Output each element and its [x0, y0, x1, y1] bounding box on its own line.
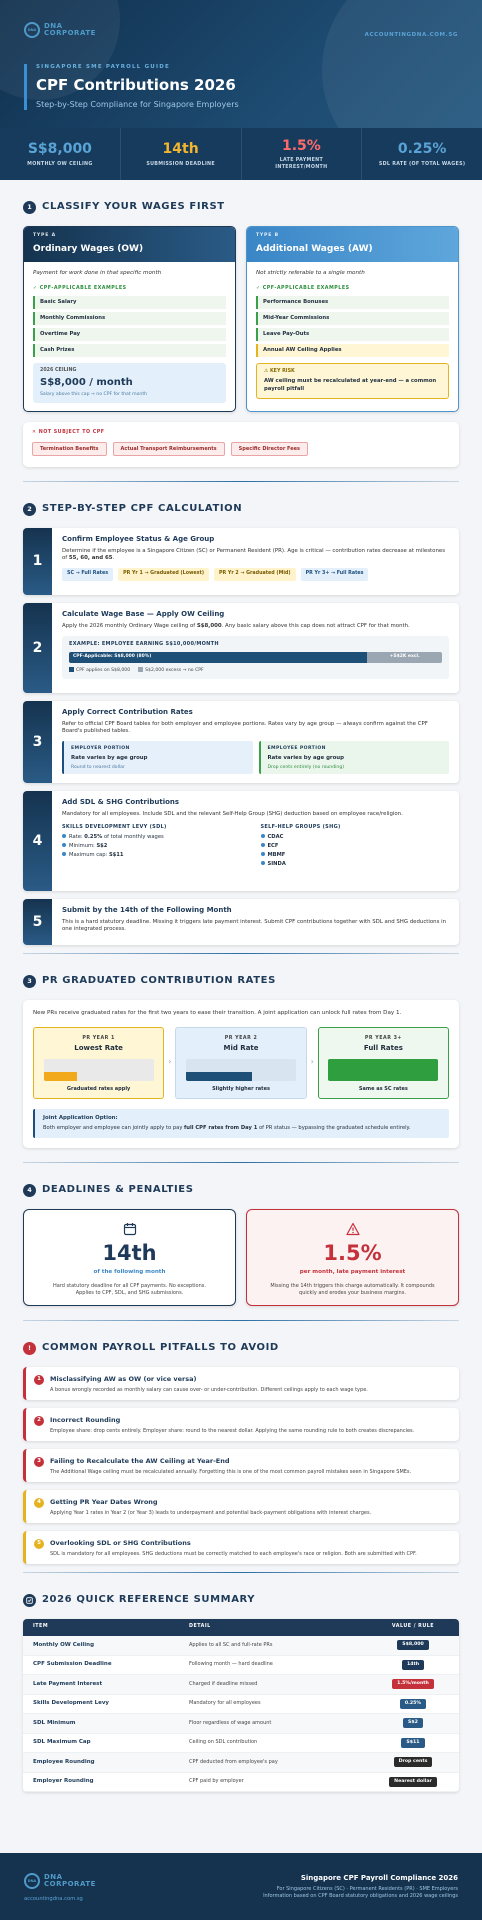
legend-swatch: [138, 667, 143, 672]
legend-label: CPF applies on S$8,000: [76, 667, 131, 673]
step-description: Apply the 2026 monthly Ordinary Wage ceiling of S$8,000. Any basic salary above this cap does not attract CPF for that month.: [62, 622, 410, 629]
deadline-description: Hard statutory deadline for all CPF payments. No exceptions. Applies to CPF, SDL, and SHG submissions.: [53, 1282, 206, 1296]
pitfall-item: [23, 1408, 459, 1441]
value-badge: 14th: [402, 1660, 424, 1670]
table-row: CPF Submission Deadline Following month — hard deadline 14th: [23, 1656, 459, 1676]
status-tag: PR Yr 3+ → Full Rates: [301, 568, 369, 580]
step-number: 2: [23, 603, 52, 693]
logo-line-1: DNA: [44, 21, 63, 30]
not-subject-to-cpf: [23, 422, 459, 467]
examples-label: ✓ CPF-APPLICABLE EXAMPLES: [33, 285, 127, 291]
pr-intro: New PRs receive graduated rates for the first two years to ease their transition. A joint application can unlock full rates from Day 1.: [33, 1010, 402, 1017]
additional-wages-card: [246, 226, 459, 412]
section-heading: [23, 1587, 459, 1613]
pitfall-number: 2: [34, 1416, 44, 1426]
arrow-icon: ›: [168, 1057, 172, 1067]
wage-type-name: Additional Wages (AW): [256, 244, 373, 255]
page-subtitle: Step-by-Step Compliance for Singapore Employers: [36, 99, 239, 109]
hero-text-block: [24, 64, 239, 110]
stat-label: SDL RATE (OF TOTAL WAGES): [378, 161, 466, 167]
pitfall-number: 1: [34, 1375, 44, 1385]
joint-application-note: Joint Application Option: Both employer and employee can jointly apply to pay full CPF rates from Day 1 of PR status — bypassing the graduated schedule entirely.: [33, 1109, 449, 1138]
pitfall-number: 4: [34, 1498, 44, 1508]
pr-rate-note: Slightly higher rates: [212, 1085, 270, 1092]
step-3-card: [23, 701, 459, 783]
pr-year-label: PR YEAR 1: [82, 1035, 115, 1041]
section-heading: [23, 1177, 459, 1203]
section-number: 3: [23, 975, 36, 988]
pitfall-title: Overlooking SDL or SHG Contributions: [50, 1539, 191, 1548]
stat-ow-ceiling: [0, 128, 121, 180]
step-description: Mandatory for all employees. Include SDL and the relevant Self-Help Group (SHG) deduction based on employee race/religion.: [62, 810, 403, 817]
section-heading: [23, 1335, 459, 1361]
stat-label: MONTHLY OW CEILING: [27, 161, 93, 167]
employer-portion: [62, 741, 253, 774]
reference-table: [23, 1619, 459, 1792]
portion-note: Round to nearest dollar: [71, 764, 125, 770]
section-pr-rates: [0, 968, 482, 1148]
rate-level-bar: [186, 1059, 296, 1081]
rate-level-bar: [44, 1059, 154, 1081]
section-divider: [23, 1320, 459, 1321]
pr-year-3: [318, 1027, 449, 1099]
pr-rate-note: Same as SC rates: [358, 1085, 408, 1092]
section-number: 1: [23, 201, 36, 214]
penalty-value: 1.5%: [323, 1241, 382, 1266]
example-label: EXAMPLE: EMPLOYEE EARNING S$10,000/MONTH: [69, 640, 219, 647]
wage-example-item: Monthly Commissions: [33, 312, 226, 325]
exempt-item: Termination Benefits: [32, 442, 107, 457]
section-title: STEP-BY-STEP CPF CALCULATION: [42, 503, 243, 515]
legend-label: S$2,000 excess → no CPF: [145, 667, 204, 673]
rate-level-fill: [186, 1072, 252, 1081]
step-description: Refer to official CPF Board tables for both employer and employee portions. Rates vary by age group — always confirm against the CPF Board's published tables.: [62, 720, 428, 734]
penalty-card: [246, 1209, 459, 1306]
stat-sdl-rate: [362, 128, 482, 180]
section-title: 2026 QUICK REFERENCE SUMMARY: [42, 1594, 256, 1606]
pitfall-title: Misclassifying AW as OW (or vice versa): [50, 1375, 197, 1384]
pr-year-1: [33, 1027, 164, 1099]
pr-rate-label: Lowest Rate: [74, 1044, 123, 1053]
value-badge: 0.25%: [400, 1699, 426, 1709]
wage-example-item: Overtime Pay: [33, 328, 226, 341]
pitfall-item: [23, 1449, 459, 1482]
table-row: Late Payment Interest Charged if deadline missed 1.5%/month: [23, 1675, 459, 1695]
step-number: 4: [23, 791, 52, 891]
pitfall-title: Incorrect Rounding: [50, 1416, 121, 1425]
table-row: Skills Development Levy Mandatory for all employees 0.25%: [23, 1695, 459, 1715]
pitfall-number: 5: [34, 1539, 44, 1549]
column-header: DETAIL: [189, 1624, 211, 1630]
stat-value: 14th: [162, 140, 199, 157]
penalty-description: Missing the 14th triggers this charge automatically. It compounds quickly and erodes your business margins.: [270, 1282, 435, 1296]
deadline-subtitle: of the following month: [93, 1269, 166, 1276]
table-row: SDL Minimum Floor regardless of wage amount S$2: [23, 1714, 459, 1734]
status-tag: PR Yr 1 → Graduated (Lowest): [118, 568, 209, 580]
status-tag: PR Yr 2 → Graduated (Mid): [214, 568, 296, 580]
ow-ceiling-box: [33, 363, 226, 403]
stat-value: 1.5%: [281, 137, 321, 154]
key-risk-text: AW ceiling must be recalculated at year-end — a common payroll pitfall: [264, 378, 437, 392]
step-title: Calculate Wage Base — Apply OW Ceiling: [62, 610, 225, 619]
section-title: CLASSIFY YOUR WAGES FIRST: [42, 201, 225, 213]
stat-late-interest: [242, 128, 363, 180]
step-title: Apply Correct Contribution Rates: [62, 708, 193, 717]
section-deadlines: [0, 1177, 482, 1306]
decorative-circle: [322, 0, 482, 128]
logo-line-2: CORPORATE: [44, 29, 96, 37]
wage-type-label: TYPE A: [33, 233, 56, 238]
section-heading: [23, 968, 459, 994]
footer-logo[interactable]: [24, 1873, 96, 1889]
table-row: Employee Rounding CPF deducted from employee's pay Drop cents: [23, 1753, 459, 1773]
footer-website-link[interactable]: accountingdna.com.sg: [24, 1896, 83, 1902]
portion-label: EMPLOYEE PORTION: [267, 746, 326, 752]
pr-year-label: PR YEAR 2: [224, 1035, 258, 1041]
pitfall-description: A bonus wrongly recorded as monthly salary can cause over- or under-contribution. Different ceilings apply to each wage type.: [50, 1386, 368, 1393]
logo-line-2: CORPORATE: [44, 1880, 96, 1888]
column-header: VALUE / RULE: [391, 1624, 435, 1630]
portion-value: Rate varies by age group: [71, 755, 148, 762]
arrow-icon: ›: [310, 1057, 314, 1067]
pr-year-label: PR YEAR 3+: [364, 1035, 402, 1041]
sdl-item: Rate: 0.25% of total monthly wages: [62, 834, 251, 841]
wage-description: Payment for work done in that specific month: [33, 270, 162, 276]
sdl-details: [62, 824, 251, 868]
deadline-value: 14th: [102, 1241, 157, 1266]
pr-rate-label: Mid Rate: [223, 1044, 259, 1053]
checklist-icon: [23, 1594, 36, 1607]
pr-rates-card: [23, 1000, 459, 1148]
rate-level-fill: [328, 1059, 438, 1081]
pr-year-progression: [33, 1027, 449, 1099]
pr-year-2: [175, 1027, 306, 1099]
step-title: Submit by the 14th of the Following Month: [62, 906, 232, 915]
pitfall-item: [23, 1490, 459, 1523]
wage-base-example: [62, 636, 449, 679]
value-badge: S$2: [403, 1718, 423, 1728]
value-badge: S$8,000: [397, 1640, 428, 1650]
stat-label: SUBMISSION DEADLINE: [146, 161, 215, 167]
calendar-icon: [123, 1222, 137, 1236]
pitfall-item: [23, 1531, 459, 1564]
wage-example-item: Leave Pay-Outs: [256, 328, 449, 341]
wage-split-bar: [69, 652, 442, 663]
pitfall-description: The Additional Wage ceiling must be recalculated annually. Forgetting this is one of the most common payroll mistakes seen in Singapore SMEs.: [50, 1468, 412, 1475]
logo-mark-icon: DNA: [24, 22, 40, 38]
step-description: Determine if the employee is a Singapore Citizen (SC) or Permanent Resident (PR). Age is critical — contribution rates decrease at milestones of 55, 60, and 65.: [62, 547, 445, 561]
step-number: 1: [23, 528, 52, 595]
portion-value: Rate varies by age group: [267, 755, 344, 762]
logo-line-1: DNA: [44, 1872, 63, 1881]
ceiling-label: 2026 CEILING: [40, 368, 77, 374]
pitfall-number: 3: [34, 1457, 44, 1467]
footer-description: For Singapore Citizens (SC) · Permanent Residents (PR) · SME Employers Information based on CPF Board statutory obligations and 2026 wage ceilings: [263, 1886, 458, 1900]
header-website-link[interactable]: ACCOUNTINGDNA.COM.SG: [364, 32, 458, 38]
stat-deadline: [121, 128, 242, 180]
hero-header: [0, 0, 482, 128]
section-heading: [23, 194, 459, 220]
section-divider: [23, 953, 459, 954]
section-title: COMMON PAYROLL PITFALLS TO AVOID: [42, 1342, 279, 1354]
wage-example-item: Cash Prizes: [33, 344, 226, 357]
value-badge: Nearest dollar: [389, 1777, 437, 1787]
key-risk-box: [256, 363, 449, 399]
stat-value: S$8,000: [27, 140, 92, 157]
shg-details: [261, 824, 450, 868]
portion-label: EMPLOYER PORTION: [71, 746, 130, 752]
cpf-applicable-segment: CPF-Applicable: S$8,000 (80%): [69, 652, 367, 663]
ceiling-value: S$8,000 / month: [40, 377, 133, 389]
warning-icon: [346, 1222, 360, 1236]
status-tag: SC → Full Rates: [62, 568, 113, 580]
section-classify-wages: [0, 194, 482, 467]
ordinary-wages-card: [23, 226, 236, 412]
check-icon: [26, 1597, 33, 1604]
value-badge: Drop cents: [394, 1757, 433, 1767]
portion-note: Drop cents entirely (no rounding): [267, 764, 345, 770]
wage-description: Not strictly referable to a single month: [256, 270, 365, 276]
sdl-item: Maximum cap: S$11: [62, 852, 251, 859]
pr-rate-note: Graduated rates apply: [66, 1085, 131, 1092]
section-divider: [23, 1572, 459, 1573]
value-badge: S$11: [401, 1738, 424, 1748]
legend-swatch: [69, 667, 74, 672]
section-number: 4: [23, 1184, 36, 1197]
brand-logo[interactable]: [24, 22, 96, 38]
shg-label: SELF-HELP GROUPS (SHG): [260, 823, 341, 830]
pitfall-description: Employee share: drop cents entirely. Employer share: round to the nearest dollar. Applying the same rounding rule to both creates discrepancies.: [50, 1427, 415, 1434]
pitfall-title: Getting PR Year Dates Wrong: [50, 1498, 158, 1507]
wage-type-label: TYPE B: [256, 233, 279, 238]
step-number: 5: [23, 899, 52, 945]
page-title: CPF Contributions 2026: [36, 76, 236, 95]
section-number: 2: [23, 503, 36, 516]
pitfall-description: Applying Year 1 rates in Year 2 (or Year 3) leads to underpayment and potential back-payment obligations with interest charges.: [50, 1509, 372, 1516]
key-risk-label: ⚠ KEY RISK: [264, 369, 295, 375]
joint-title: Joint Application Option:: [43, 1114, 118, 1121]
step-5-card: [23, 899, 459, 945]
section-calculation-steps: [0, 496, 482, 945]
pr-rate-label: Full Rates: [363, 1044, 403, 1053]
wage-example-item: Annual AW Ceiling Applies: [256, 344, 449, 357]
excluded-segment: +S$2K excl.: [367, 652, 442, 663]
key-stats-bar: [0, 128, 482, 180]
step-number: 3: [23, 701, 52, 783]
step-4-card: [23, 791, 459, 891]
section-title: DEADLINES & PENALTIES: [42, 1184, 194, 1196]
bar-legend: [69, 667, 442, 674]
step-1-card: [23, 528, 459, 595]
deadline-card: [23, 1209, 236, 1306]
pitfall-item: [23, 1367, 459, 1400]
sdl-item: Minimum: S$2: [62, 843, 251, 850]
hero-kicker: SINGAPORE SME PAYROLL GUIDE: [36, 64, 170, 70]
wage-example-item: Basic Salary: [33, 296, 226, 309]
stat-value: 0.25%: [397, 140, 447, 157]
rate-level-bar: [328, 1059, 438, 1081]
value-badge: 1.5%/month: [392, 1679, 434, 1689]
footer-title: Singapore CPF Payroll Compliance 2026: [300, 1874, 458, 1882]
section-pitfalls: [0, 1335, 482, 1564]
shg-item: ECF: [261, 843, 450, 850]
wage-example-item: Performance Bonuses: [256, 296, 449, 309]
section-quick-reference: [0, 1587, 482, 1792]
ceiling-note: Salary above this cap → no CPF for that month: [40, 391, 148, 397]
table-row: Monthly OW Ceiling Applies to all SC and full-rate PRs S$8,000: [23, 1636, 459, 1656]
pitfall-title: Failing to Recalculate the AW Ceiling at Year-End: [50, 1457, 230, 1466]
step-2-card: [23, 603, 459, 693]
step-title: Add SDL & SHG Contributions: [62, 798, 180, 807]
wage-example-item: Mid-Year Commissions: [256, 312, 449, 325]
not-subject-label: ✕ NOT SUBJECT TO CPF: [32, 430, 105, 436]
employee-portion: [259, 741, 450, 774]
table-row: Employer Rounding CPF paid by employer Nearest dollar: [23, 1773, 459, 1793]
logo-mark-icon: DNA: [24, 1873, 40, 1889]
page-footer: [0, 1853, 482, 1920]
shg-item: CDAC: [261, 834, 450, 841]
stat-label: LATE PAYMENT INTEREST/MONTH: [275, 158, 328, 170]
alert-icon: !: [23, 1342, 36, 1355]
sdl-label: SKILLS DEVELOPMENT LEVY (SDL): [62, 823, 167, 830]
table-header: [23, 1619, 459, 1636]
section-title: PR GRADUATED CONTRIBUTION RATES: [42, 975, 276, 987]
exempt-item: Specific Director Fees: [231, 442, 308, 457]
penalty-subtitle: per month, late payment interest: [299, 1269, 406, 1276]
section-divider: [23, 1162, 459, 1163]
shg-item: MBMF: [261, 852, 450, 859]
rate-level-fill: [44, 1072, 77, 1081]
column-header: ITEM: [33, 1624, 49, 1630]
wage-type-cards: [23, 226, 459, 412]
step-description: This is a hard statutory deadline. Missing it triggers late payment interest. Submit CPF contributions together with SDL and SHG deductions in one integrated process.: [62, 918, 447, 932]
pitfall-description: SDL is mandatory for all employees. SHG deductions must be correctly matched to each employee's race or religion. Both are submitted with CPF.: [50, 1550, 417, 1557]
examples-label: ✓ CPF-APPLICABLE EXAMPLES: [256, 285, 350, 291]
section-divider: [23, 481, 459, 482]
wage-type-name: Ordinary Wages (OW): [33, 244, 144, 255]
table-row: SDL Maximum Cap Ceiling on SDL contribution S$11: [23, 1734, 459, 1754]
exempt-item: Actual Transport Reimbursements: [113, 442, 225, 457]
step-title: Confirm Employee Status & Age Group: [62, 535, 215, 544]
section-heading: [23, 496, 459, 522]
shg-item: SINDA: [261, 861, 450, 868]
